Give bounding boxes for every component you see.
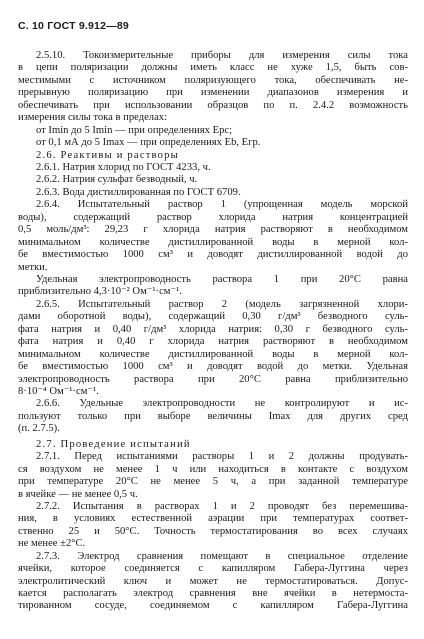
- text-line: при температуре 20°С не менее 5 ч, а при заданной температуре: [18, 476, 408, 488]
- text-line: не менее ±2°С.: [18, 538, 86, 550]
- document-body: [18, 50, 408, 613]
- text-line: 2.6.4. Испытательный раствор 1 (упрощенная модель морской: [36, 199, 408, 211]
- text-line: 2.6.6. Удельные электропроводности не контролируют и ис-: [36, 398, 408, 410]
- text-line: от 0,1 мА до 5 Imax — при определениях Eb, Егр.: [36, 137, 261, 149]
- text-line: 0,5 моль/дм³: 29,23 г хлорида натрия растворяют в необходимом: [18, 224, 408, 236]
- text-line: Удельная электропроводность раствора 1 при 20°С равна: [36, 274, 408, 285]
- text-line: приблизительно 4,3·10⁻² Ом⁻¹·см⁻¹.: [18, 286, 182, 298]
- text-line: 2.6. Реактивы и растворы: [36, 149, 179, 161]
- text-line: 2.6.5. Испытательный раствор 2 (модель загрязненной хлори-: [36, 298, 408, 310]
- text-line: метки.: [18, 261, 48, 273]
- text-line: электролитический ключ и может не термостатироваться. Допус-: [18, 575, 408, 587]
- text-line: 2.6.1. Натрия хлорид по ГОСТ 4233, ч.: [36, 162, 211, 173]
- text-line: воды), содержащий раствор хлорида натрия концентрацией: [18, 211, 408, 223]
- text-line: дами оборотной воды), содержащий 0,30 г/дм³ безводного суль-: [18, 311, 408, 323]
- text-line: 2.7.2. Испытания в растворах 1 и 2 проводят без перемешива-: [36, 500, 408, 512]
- text-line: ственно 25 и 50°С. Точность термостатирования во всех случаях: [18, 525, 408, 537]
- text-line: ся воздухом не менее 1 ч или находиться в контакте с воздухом: [18, 463, 408, 475]
- text-line: 2.6.3. Вода дистиллированная по ГОСТ 6709.: [36, 186, 241, 198]
- text-line: прерывную поляризацию при изменении диапазонов измерения и: [18, 87, 408, 99]
- text-line: пользуют только при выборе величины Imax для других сред: [18, 410, 408, 422]
- text-line: минимальном количестве дистиллированной воды в мерной кол-: [18, 236, 408, 248]
- text-line: бе вместимостью 1000 см³ и доводят водой до метки. Удельная: [18, 361, 408, 373]
- text-line: ния, в условиях естественной аэрации при температурах соответ-: [18, 513, 408, 525]
- text-line: в ячейке — не менее 0,5 ч.: [18, 488, 138, 500]
- text-line: 2.7. Проведение испытаний: [36, 438, 191, 450]
- text-line: 8·10⁻⁴ Ом⁻¹·см⁻¹.: [18, 385, 99, 397]
- text-line: кается располагать электрод сравнения вне ячейки в нетермоста-: [18, 588, 408, 600]
- text-line: 2.7.3. Электрод сравнения помещают в специальное отделение: [36, 550, 408, 562]
- text-line: в цепи поляризации должны иметь класс не хуже 1,5, быть сов-: [18, 62, 408, 74]
- text-line: ячейки, которое соединяется с капилляром Габера-Луггина через: [18, 563, 408, 575]
- text-line: местимыми с источником поляризующего тока, обеспечивать не-: [18, 74, 408, 86]
- text-line: фата натрия и 0,40 г/дм³ хлорида натрия: 0,30 г безводного суль-: [18, 323, 408, 335]
- text-line: от Imin до 5 Imin — при определениях Epc;: [36, 124, 233, 136]
- text-line: 2.5.10. Токоизмерительные приборы для измерения силы тока: [36, 50, 408, 61]
- text-line: (п. 2.7.5).: [18, 423, 60, 435]
- text-line: измерения силы тока в пределах:: [18, 112, 168, 124]
- text-line: 2.6.2. Натрия сульфат безводный, ч.: [36, 174, 198, 186]
- text-line: фата натрия и 0,40 г хлорида натрия растворяют в необходимом: [18, 336, 408, 348]
- text-line: обеспечивать при использовании образцов по п. 2.4.2 возможность: [18, 99, 408, 111]
- text-line: электропроводность раствора при 20°С равна приблизительно: [18, 373, 408, 385]
- page-header: С. 10 ГОСТ 9.912—89: [18, 20, 129, 32]
- text-line: минимальном количестве дистиллированной воды в мерной кол-: [18, 348, 408, 360]
- text-line: тированном сосуде, соединяемом с капилляром Габера-Луггина: [18, 600, 408, 612]
- text-line: 2.7.1. Перед испытаниями растворы 1 и 2 должны продувать-: [36, 451, 408, 463]
- text-line: бе вместимостью 1000 см³ и доводят дистиллированной водой до: [18, 249, 408, 261]
